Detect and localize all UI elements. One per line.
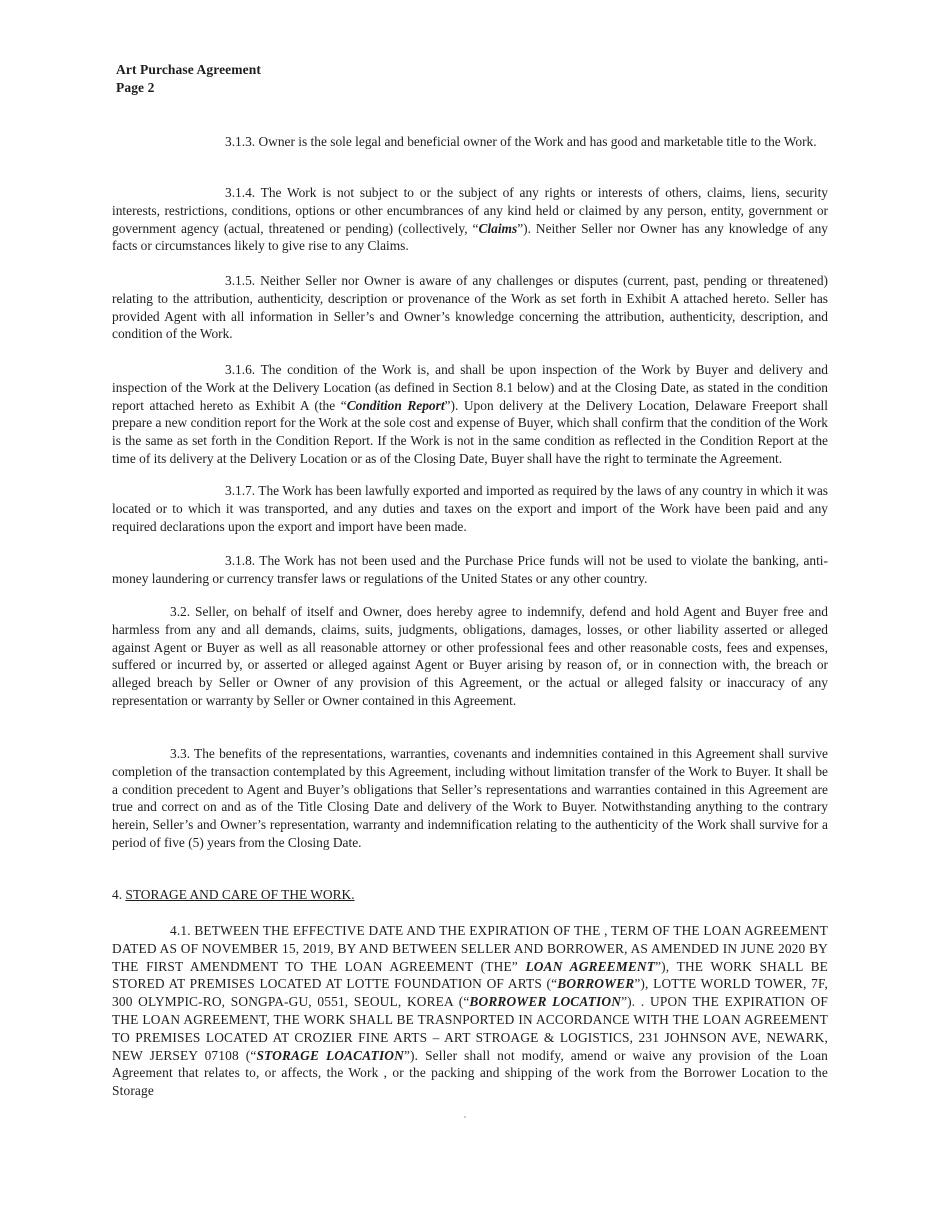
borrower-location-term: BORROWER LOCATION	[469, 994, 622, 1010]
scan-speck	[464, 1116, 466, 1118]
document-title: Art Purchase Agreement	[116, 62, 261, 77]
section-3-1-4: 3.1.4. The Work is not subject to or the subject of any rights or interests of others, claims, liens, security interests, restrictions, conditions, options or other encumbrances of any kind held or claimed by any person, entity, government or government agency (actual, threatened or pending) (collectively, “Claims”). Neither Seller nor Owner has any knowledge of any facts or circumstances likely to give rise to any Claims.	[112, 185, 829, 254]
section-4-heading: 4. STORAGE AND CARE OF THE WORK.	[112, 887, 355, 902]
condition-report-term: Condition Report	[346, 397, 445, 413]
borrower-term: BORROWER	[557, 976, 635, 992]
section-3-3: 3.3. The benefits of the representations, warranties, covenants and indemnities contained in this Agreement shall survive completion of the transaction contemplated by this Agreement, including without limitation transfer of the Work to Buyer. It shall be a condition precedent to Agent and Buyer’s obligations that Seller’s representations and warranties contained in this Agreement are true and correct on and as of the Title Closing Date and delivery of the Work to Buyer. Notwithstanding anything to the contrary herein, Seller’s and Owner’s representation, warranty and indemnification relating to the authenticity of the Work shall survive for a period of five (5) years from the Closing Date.	[112, 746, 828, 850]
section-3-1-3: 3.1.3. Owner is the sole legal and beneficial owner of the Work and has good and marketable title to the Work.	[225, 134, 817, 149]
claims-term: Claims	[478, 220, 518, 236]
section-3-1-6: 3.1.6. The condition of the Work is, and shall be upon inspection of the Work by Buyer and delivery and inspection of the Work at the Delivery Location (as defined in Section 8.1 below) and at the Closing Date, as stated in the condition report attached hereto as Exhibit A (the “Condition Report”). Upon delivery at the Delivery Location, Delaware Freeport shall prepare a new condition report for the Work at the sole cost and expense of Buyer, which shall confirm that the condition of the Work is the same as set forth in the Condition Report. If the Work is not in the same condition as reflected in the Condition Report at the time of its delivery at the Delivery Location or as of the Closing Date, Buyer shall have the right to terminate the Agreement.	[112, 362, 828, 466]
loan-agreement-term: LOAN AGREEMENT	[525, 958, 656, 974]
section-3-1-5: 3.1.5. Neither Seller nor Owner is aware of any challenges or disputes (current, past, pending or threatened) relating to the attribution, authenticity, description or provenance of the Work as set forth in Exhibit A attached hereto. Seller has provided Agent with all information in Seller’s and Owner’s knowledge concerning the attribution, authenticity, description, and condition of the Work.	[112, 273, 828, 342]
section-4-title: STORAGE AND CARE OF THE WORK.	[125, 887, 355, 902]
section-3-2: 3.2. Seller, on behalf of itself and Owner, does hereby agree to indemnify, defend and hold Agent and Buyer free and harmless from any and all demands, claims, suits, judgments, obligations, damages, losses, or other liability asserted or alleged against Agent or Buyer as well as all reasonable attorney or other professional fees and other reasonable costs, fees and expenses, suffered or incurred by, or asserted or alleged against Agent or Buyer arising by reason of, or in connection with, the breach or alleged breach by Seller or Owner of any provision of this Agreement, or the actual or alleged falsity or inaccuracy of any representation or warranty by Seller or Owner contained in this Agreement.	[112, 604, 828, 708]
storage-location-term: STORAGE LOACATION	[256, 1047, 404, 1063]
section-3-1-7: 3.1.7. The Work has been lawfully exported and imported as required by the laws of any country in which it was located or to which it was transported, and any duties and taxes on the export and import of the Work have been paid and any required declarations upon the export and import have been made.	[112, 483, 828, 534]
section-4-1: 4.1. BETWEEN THE EFFECTIVE DATE AND THE EXPIRATION OF THE , TERM OF THE LOAN AGREEMENT DATED AS OF NOVEMBER 15, 2019, BY AND BETWEEN SELLER AND BORROWER, AS AMENDED IN JUNE 2020 BY THE FIRST AMENDMENT TO THE LOAN AGREEMENT (THE” LOAN AGREEMENT”), THE WORK SHALL BE STORED AT PREMISES LOCATED AT LOTTE FOUNDATION OF ARTS (“BORROWER”), LOTTE WORLD TOWER, 7F, 300 OLYMPIC-RO, SONGPA-GU, 0551, SEOUL, KOREA (“BORROWER LOCATION”). . UPON THE EXPIRATION OF THE LOAN AGREEMENT, THE WORK SHALL BE TRASNPORTED IN ACCORDANCE WITH THE LOAN AGREEMENT TO PREMISES LOCATED AT CROZIER FINE ARTS – ART STROAGE & LOGISTICS, 231 JOHNSON AVE, NEWARK, NEW JERSEY 07108 (“STORAGE LOACATION”). Seller shall not modify, amend or waive any provision of the Loan Agreement that relates to, or affects, the Work , or the packing and shipping of the work from the Borrower Location to the Storage	[112, 923, 829, 1099]
page-number: Page 2	[116, 80, 155, 95]
section-3-1-8: 3.1.8. The Work has not been used and the Purchase Price funds will not be used to violate the banking, anti-money laundering or currency transfer laws or regulations of the United States or any other country.	[112, 553, 828, 586]
